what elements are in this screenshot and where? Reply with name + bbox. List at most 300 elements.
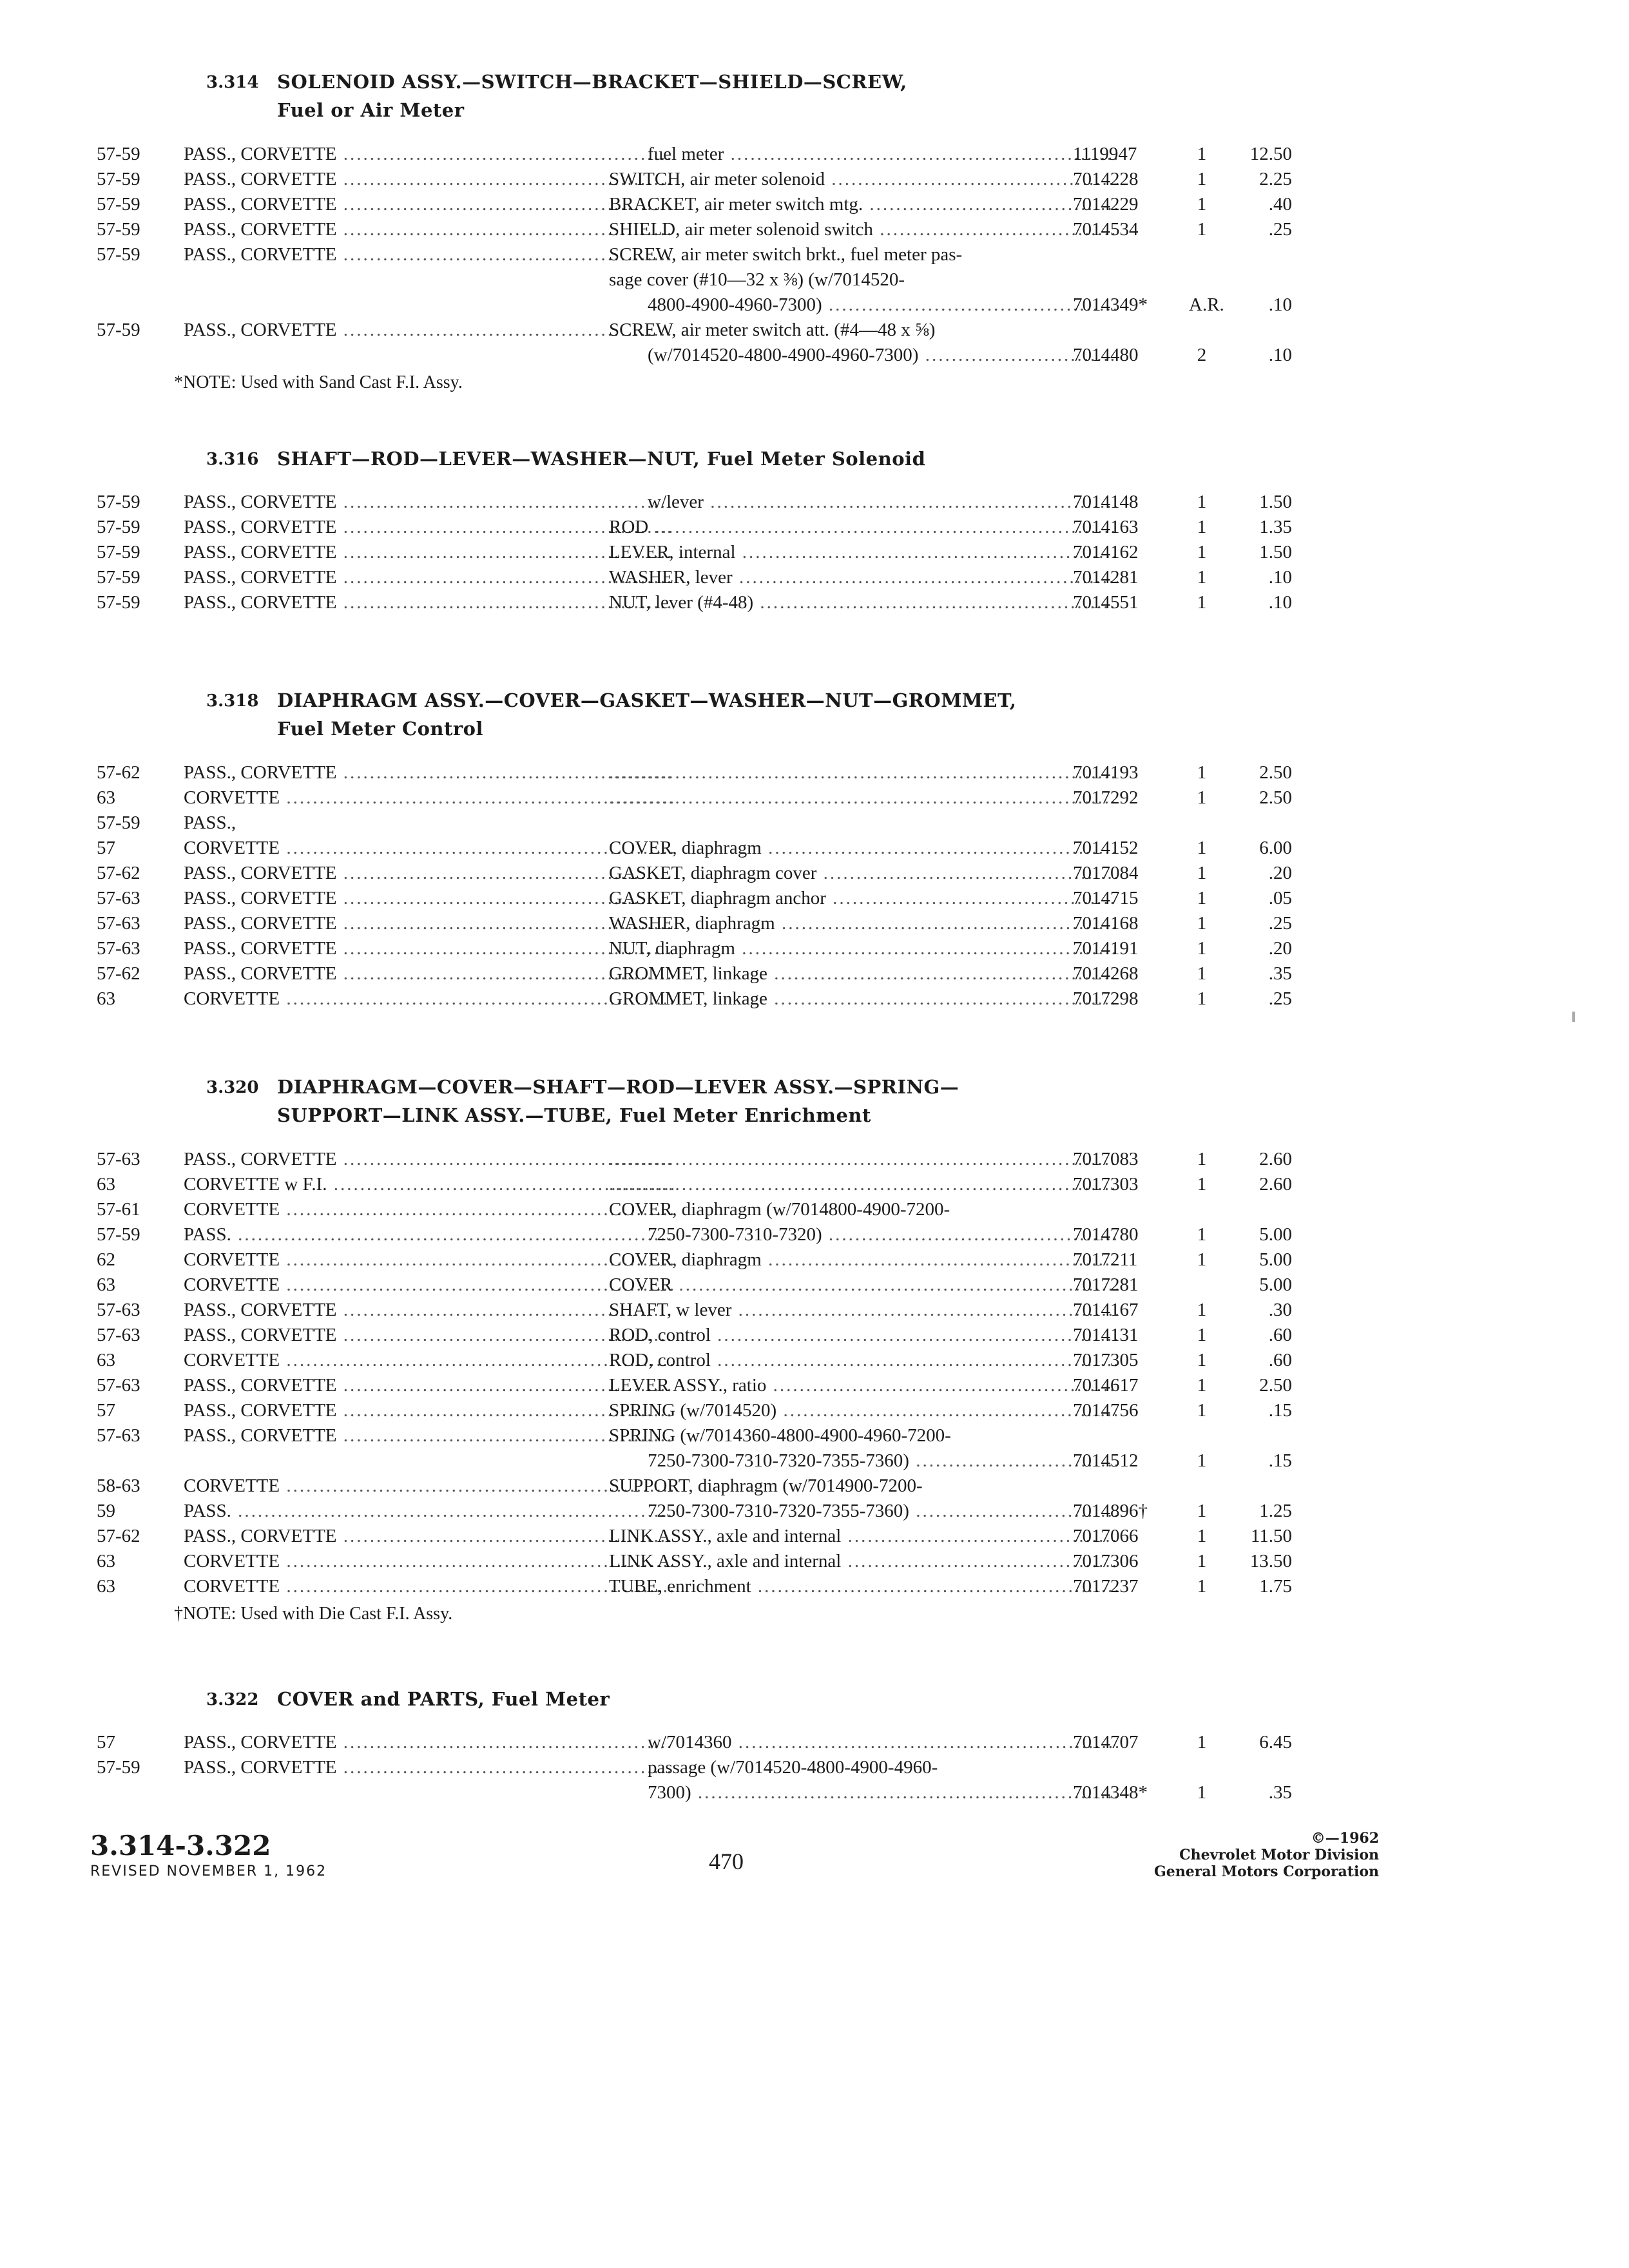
model-name-text: PASS., CORVETTE .....: [184, 762, 673, 783]
model-name: [184, 242, 673, 267]
model-name-text: PASS., CORVETTE .....: [184, 1300, 673, 1320]
list-price: .10: [1268, 345, 1292, 365]
model-year: 57-63: [97, 1325, 140, 1345]
list-price: .05: [1268, 888, 1292, 908]
part-number: 7014512: [1073, 1450, 1139, 1471]
model-year: 57: [97, 1732, 115, 1753]
model-name-text: PASS., CORVETTE .....: [184, 938, 673, 959]
quantity: 1: [1197, 1400, 1207, 1421]
part-description: COVER, diaphragm (w/7014800-4900-7200-: [609, 1199, 950, 1220]
model-year: 57-59: [97, 320, 140, 340]
model-year: 57-63: [97, 1149, 140, 1169]
list-price: .10: [1268, 592, 1292, 613]
list-price: 2.50: [1259, 762, 1292, 783]
part-number: 7017237: [1073, 1576, 1139, 1597]
model-year: 57: [97, 838, 115, 858]
table-row: [90, 961, 1379, 986]
part-description-text: TUBE, enrichment .....: [609, 1576, 1118, 1597]
model-name: [184, 1755, 673, 1780]
parts-table: [90, 1730, 1379, 1805]
model-name-text: CORVETTE .....: [184, 1199, 673, 1220]
quantity: 1: [1197, 1224, 1207, 1245]
model-year: 63: [97, 1551, 115, 1571]
part-number: 1119947: [1073, 144, 1137, 164]
section-header: [90, 1073, 1379, 1147]
model-year: 57-59: [97, 169, 140, 189]
table-row: [90, 1298, 1379, 1323]
page-footer: [90, 1830, 1379, 1901]
model-year: 57-62: [97, 762, 140, 783]
model-year: 57-63: [97, 1375, 140, 1396]
model-name: [184, 836, 673, 861]
quantity: 1: [1197, 1450, 1207, 1471]
section-number: 3.322: [206, 1690, 259, 1709]
section-3-316: [90, 445, 1379, 615]
quantity: 2: [1197, 345, 1207, 365]
model-name-text: CORVETTE .....: [184, 838, 673, 858]
part-number: 7014617: [1073, 1375, 1139, 1396]
part-number: 7014281: [1073, 567, 1139, 588]
quantity: 1: [1197, 1526, 1207, 1546]
part-description-text: COVER .....: [609, 1274, 1118, 1295]
model-name-text: PASS., CORVETTE .....: [184, 194, 673, 215]
quantity: 1: [1197, 169, 1207, 189]
model-name: [184, 1499, 673, 1524]
section-number: 3.320: [206, 1078, 259, 1097]
part-description-text: LINK ASSY., axle and internal .....: [609, 1526, 1118, 1546]
table-row: [90, 911, 1379, 936]
model-name-text: PASS., CORVETTE .....: [184, 144, 673, 164]
part-description: [609, 343, 1118, 368]
model-name: [184, 565, 673, 590]
model-name: [184, 1147, 673, 1172]
list-price: .30: [1268, 1300, 1292, 1320]
parts-table: [90, 1147, 1379, 1599]
part-description-text: ROD, control .....: [609, 1325, 1118, 1345]
model-year: 59: [97, 1501, 115, 1521]
part-description-text: 7250-7300-7310-7320) .....: [609, 1224, 1118, 1245]
part-number: 7014162: [1073, 542, 1139, 562]
list-price: 13.50: [1249, 1551, 1292, 1571]
part-description: [609, 217, 1118, 242]
parts-table: [90, 142, 1379, 368]
part-description: [609, 1373, 1118, 1398]
copyright-year: ©—1962: [1311, 1830, 1379, 1847]
quantity: 1: [1197, 542, 1207, 562]
model-name: [184, 1298, 673, 1323]
part-number: 7014348*: [1073, 1782, 1148, 1803]
table-row: [90, 811, 1379, 836]
model-name-text: CORVETTE .....: [184, 1576, 673, 1597]
part-description: SCREW, air meter switch att. (#4—48 x ⅝): [609, 320, 936, 340]
part-description: [609, 1448, 1118, 1474]
model-year: 57-63: [97, 888, 140, 908]
table-row: [90, 242, 1379, 267]
model-year: 57-59: [97, 517, 140, 537]
list-price: 1.50: [1259, 542, 1292, 562]
parts-table: [90, 490, 1379, 615]
quantity: 1: [1197, 1300, 1207, 1320]
part-description: [609, 540, 1118, 565]
part-description: [609, 1549, 1118, 1574]
part-description: [609, 836, 1118, 861]
part-number: 7017303: [1073, 1174, 1139, 1195]
model-name-text: PASS., CORVETTE .....: [184, 567, 673, 588]
table-row: [90, 1474, 1379, 1499]
section-subtitle: SUPPORT—LINK ASSY.—TUBE, Fuel Meter Enrichment: [277, 1104, 871, 1126]
model-name: [184, 1574, 673, 1599]
model-year: 57-59: [97, 542, 140, 562]
model-name-text: CORVETTE w F.I. .....: [184, 1174, 673, 1195]
table-row: [90, 343, 1379, 368]
model-name: [184, 318, 673, 343]
model-name-text: PASS., CORVETTE .....: [184, 863, 673, 883]
part-description: [609, 760, 1118, 785]
quantity: 1: [1197, 1325, 1207, 1345]
section-3-322: [90, 1685, 1379, 1805]
list-price: .40: [1268, 194, 1292, 215]
part-number: 7014163: [1073, 517, 1139, 537]
list-price: 2.60: [1259, 1174, 1292, 1195]
list-price: 1.50: [1259, 492, 1292, 512]
model-name-text: CORVETTE .....: [184, 787, 673, 808]
model-name: [184, 1524, 673, 1549]
quantity: 1: [1197, 787, 1207, 808]
part-description-text: BRACKET, air meter switch mtg. .....: [609, 194, 1118, 215]
part-number: 7017211: [1073, 1249, 1138, 1270]
model-name: [184, 1273, 673, 1298]
part-description-text: WASHER, diaphragm .....: [609, 913, 1118, 934]
part-description: [609, 1524, 1118, 1549]
part-description: sage cover (#10—32 x ⅜) (w/7014520-: [609, 269, 905, 290]
quantity: 1: [1197, 1782, 1207, 1803]
note-text: †NOTE: Used with Die Cast F.I. Assy.: [174, 1604, 453, 1624]
list-price: 11.50: [1250, 1526, 1292, 1546]
model-year: 57-62: [97, 1526, 140, 1546]
part-number: 7014167: [1073, 1300, 1139, 1320]
part-number: 7014228: [1073, 169, 1139, 189]
model-year: 63: [97, 1576, 115, 1597]
table-row: [90, 318, 1379, 343]
quantity: 1: [1197, 1576, 1207, 1597]
part-description-text: [609, 787, 1118, 808]
model-year: 63: [97, 787, 115, 808]
list-price: 6.45: [1259, 1732, 1292, 1753]
part-number: 7014268: [1073, 963, 1139, 984]
model-name: PASS.,: [184, 812, 236, 833]
part-number: 7014480: [1073, 345, 1139, 365]
part-number: 7014229: [1073, 194, 1139, 215]
table-row: [90, 1730, 1379, 1755]
table-row: [90, 1197, 1379, 1222]
section-3-320: [90, 1073, 1379, 1629]
model-name: [184, 167, 673, 192]
section-header: [90, 1685, 1379, 1730]
part-description: SCREW, air meter switch brkt., fuel meter pas-: [609, 244, 963, 265]
quantity: 1: [1197, 913, 1207, 934]
table-row: [90, 293, 1379, 318]
model-name-text: PASS., CORVETTE .....: [184, 542, 673, 562]
part-description-text: 4800-4900-4960-7300) .....: [609, 294, 1118, 315]
part-description-text: ROD, control .....: [609, 1350, 1118, 1370]
model-name-text: PASS., CORVETTE .....: [184, 592, 673, 613]
part-description: [609, 1730, 1118, 1755]
model-name: [184, 142, 673, 167]
part-description: [609, 1398, 1118, 1423]
model-name-text: PASS., CORVETTE .....: [184, 963, 673, 984]
part-description-text: GASKET, diaphragm anchor .....: [609, 888, 1118, 908]
model-name: [184, 961, 673, 986]
part-description: [609, 1147, 1118, 1172]
model-name-text: PASS., CORVETTE .....: [184, 219, 673, 240]
model-name: [184, 1474, 673, 1499]
part-description: [609, 911, 1118, 936]
table-row: [90, 986, 1379, 1012]
model-name: [184, 590, 673, 615]
part-description: [609, 142, 1118, 167]
part-number: 7014756: [1073, 1400, 1139, 1421]
table-row: [90, 590, 1379, 615]
model-year: 57-59: [97, 1224, 140, 1245]
note-text: *NOTE: Used with Sand Cast F.I. Assy.: [174, 372, 463, 392]
table-row: [90, 1574, 1379, 1599]
part-description: [609, 1298, 1118, 1323]
model-year: 57-59: [97, 194, 140, 215]
quantity: 1: [1197, 963, 1207, 984]
table-row: [90, 1247, 1379, 1273]
model-name-text: PASS., CORVETTE .....: [184, 1375, 673, 1396]
list-price: 5.00: [1259, 1249, 1292, 1270]
part-number: 7017083: [1073, 1149, 1139, 1169]
model-name: [184, 1373, 673, 1398]
model-name-text: PASS., CORVETTE .....: [184, 517, 673, 537]
model-name-text: PASS., CORVETTE .....: [184, 1400, 673, 1421]
part-description: [609, 565, 1118, 590]
quantity: 1: [1197, 219, 1207, 240]
list-price: .10: [1268, 294, 1292, 315]
part-description-text: LINK ASSY., axle and internal .....: [609, 1551, 1118, 1571]
table-row: [90, 142, 1379, 167]
model-name-text: PASS., CORVETTE .....: [184, 1425, 673, 1446]
quantity: 1: [1197, 194, 1207, 215]
quantity: 1: [1197, 492, 1207, 512]
quantity: 1: [1197, 1551, 1207, 1571]
part-description: [609, 1780, 1118, 1805]
part-description: [609, 1499, 1118, 1524]
model-name: [184, 861, 673, 886]
section-3-314: [90, 68, 1379, 398]
quantity: 1: [1197, 1249, 1207, 1270]
part-description: [609, 1172, 1118, 1197]
part-description: [609, 1574, 1118, 1599]
model-name-text: CORVETTE .....: [184, 1274, 673, 1295]
quantity: 1: [1197, 988, 1207, 1009]
part-number: 7014707: [1073, 1732, 1139, 1753]
model-name-text: PASS., CORVETTE .....: [184, 1325, 673, 1345]
list-price: .10: [1268, 567, 1292, 588]
table-row: [90, 1549, 1379, 1574]
table-row: [90, 936, 1379, 961]
model-year: 63: [97, 1350, 115, 1370]
model-name-text: PASS., CORVETTE .....: [184, 1732, 673, 1753]
model-year: 57-59: [97, 567, 140, 588]
table-row: [90, 515, 1379, 540]
model-name: [184, 217, 673, 242]
part-number: 7014193: [1073, 762, 1139, 783]
model-name-text: CORVETTE .....: [184, 988, 673, 1009]
section-header: [90, 445, 1379, 490]
part-description-text: GASKET, diaphragm cover .....: [609, 863, 1118, 883]
quantity: 1: [1197, 517, 1207, 537]
list-price: .35: [1268, 963, 1292, 984]
model-name: [184, 192, 673, 217]
section-title: SHAFT—ROD—LEVER—WASHER—NUT, Fuel Meter Solenoid: [277, 448, 926, 470]
table-row: [90, 1273, 1379, 1298]
part-number: 7017305: [1073, 1350, 1139, 1370]
section-header: [90, 686, 1379, 760]
quantity: A.R.: [1189, 294, 1224, 315]
quantity: 1: [1197, 1732, 1207, 1753]
part-number: 7017306: [1073, 1551, 1139, 1571]
table-row: [90, 1147, 1379, 1172]
part-description: [609, 167, 1118, 192]
table-row: [90, 836, 1379, 861]
model-year: 57-63: [97, 938, 140, 959]
table-row: [90, 540, 1379, 565]
table-row: [90, 1499, 1379, 1524]
list-price: .60: [1268, 1325, 1292, 1345]
section-title: DIAPHRAGM—COVER—SHAFT—ROD—LEVER ASSY.—SPRING—: [277, 1076, 959, 1098]
model-name: [184, 785, 673, 811]
part-description-text: SHIELD, air meter solenoid switch .....: [609, 219, 1118, 240]
part-description-text: COVER, diaphragm .....: [609, 1249, 1118, 1270]
quantity: 1: [1197, 567, 1207, 588]
part-number: 7014896†: [1073, 1501, 1148, 1521]
part-number: 7014551: [1073, 592, 1139, 613]
part-description-text: fuel meter .....: [609, 144, 1118, 164]
model-name: [184, 986, 673, 1012]
quantity: 1: [1197, 1174, 1207, 1195]
model-name-text: CORVETTE .....: [184, 1551, 673, 1571]
model-year: 57-63: [97, 913, 140, 934]
quantity: 1: [1197, 592, 1207, 613]
model-year: 63: [97, 1274, 115, 1295]
table-row: [90, 1423, 1379, 1448]
section-title: DIAPHRAGM ASSY.—COVER—GASKET—WASHER—NUT—GROMMET,: [277, 689, 1017, 711]
section-title: SOLENOID ASSY.—SWITCH—BRACKET—SHIELD—SCREW,: [277, 71, 907, 93]
quantity: 1: [1197, 888, 1207, 908]
part-description: [609, 861, 1118, 886]
part-description-text: ROD .....: [609, 517, 1118, 537]
part-description: [609, 936, 1118, 961]
model-name-text: PASS., CORVETTE .....: [184, 169, 673, 189]
list-price: .25: [1268, 219, 1292, 240]
quantity: 1: [1197, 1501, 1207, 1521]
list-price: .15: [1268, 1450, 1292, 1471]
part-number: 7014168: [1073, 913, 1139, 934]
quantity: 1: [1197, 863, 1207, 883]
division-name: Chevrolet Motor Division: [1179, 1847, 1379, 1863]
part-description: [609, 293, 1118, 318]
part-description-text: [609, 762, 1118, 783]
section-3-318: [90, 686, 1379, 1012]
model-name-text: PASS., CORVETTE .....: [184, 1757, 673, 1778]
list-price: .20: [1268, 938, 1292, 959]
list-price: .15: [1268, 1400, 1292, 1421]
section-number: 3.314: [206, 73, 259, 92]
model-year: 63: [97, 1174, 115, 1195]
section-note: [90, 1599, 1379, 1629]
part-description: [609, 590, 1118, 615]
table-row: [90, 760, 1379, 785]
list-price: 2.25: [1259, 169, 1292, 189]
table-row: [90, 217, 1379, 242]
model-name: [184, 1423, 673, 1448]
part-description-text: COVER, diaphragm .....: [609, 838, 1118, 858]
part-description-text: 7250-7300-7310-7320-7355-7360) .....: [609, 1450, 1118, 1471]
list-price: 12.50: [1249, 144, 1292, 164]
quantity: 1: [1197, 144, 1207, 164]
quantity: 1: [1197, 1375, 1207, 1396]
table-row: [90, 785, 1379, 811]
part-description-text: [609, 1149, 1118, 1169]
part-number: 7014131: [1073, 1325, 1139, 1345]
part-number: 7017066: [1073, 1526, 1139, 1546]
list-price: 1.25: [1259, 1501, 1292, 1521]
part-description-text: GROMMET, linkage .....: [609, 988, 1118, 1009]
model-name: [184, 1197, 673, 1222]
list-price: .60: [1268, 1350, 1292, 1370]
model-name-text: PASS., CORVETTE .....: [184, 492, 673, 512]
part-description: [609, 192, 1118, 217]
model-name-text: CORVETTE .....: [184, 1249, 673, 1270]
model-name: [184, 1348, 673, 1373]
copyright-block: [1154, 1830, 1379, 1880]
model-year: 57-59: [97, 592, 140, 613]
list-price: .35: [1268, 1782, 1292, 1803]
model-name-text: PASS., CORVETTE .....: [184, 320, 673, 340]
model-name: [184, 1222, 673, 1247]
part-description-text: LEVER, internal .....: [609, 542, 1118, 562]
part-description-text: LEVER ASSY., ratio .....: [609, 1375, 1118, 1396]
model-year: 57-63: [97, 1300, 140, 1320]
model-year: 57-59: [97, 144, 140, 164]
list-price: 2.50: [1259, 1375, 1292, 1396]
model-name: [184, 911, 673, 936]
part-description-text: [609, 1174, 1118, 1195]
part-description: [609, 961, 1118, 986]
list-price: 1.75: [1259, 1576, 1292, 1597]
table-row: [90, 490, 1379, 515]
part-number: 7014715: [1073, 888, 1139, 908]
quantity: 1: [1197, 838, 1207, 858]
section-subtitle: Fuel Meter Control: [277, 718, 484, 740]
quantity: 1: [1197, 1350, 1207, 1370]
part-number: 7014191: [1073, 938, 1139, 959]
part-description: [609, 886, 1118, 911]
model-year: 63: [97, 988, 115, 1009]
table-row: [90, 565, 1379, 590]
part-description-text: GROMMET, linkage .....: [609, 963, 1118, 984]
model-year: 57-62: [97, 963, 140, 984]
section-header: [90, 68, 1379, 142]
part-description: [609, 785, 1118, 811]
part-number: 7014349*: [1073, 294, 1148, 315]
model-name: [184, 886, 673, 911]
model-name-text: CORVETTE .....: [184, 1475, 673, 1496]
corporation-name: General Motors Corporation: [1153, 1863, 1379, 1880]
part-description-text: SHAFT, w lever .....: [609, 1300, 1118, 1320]
